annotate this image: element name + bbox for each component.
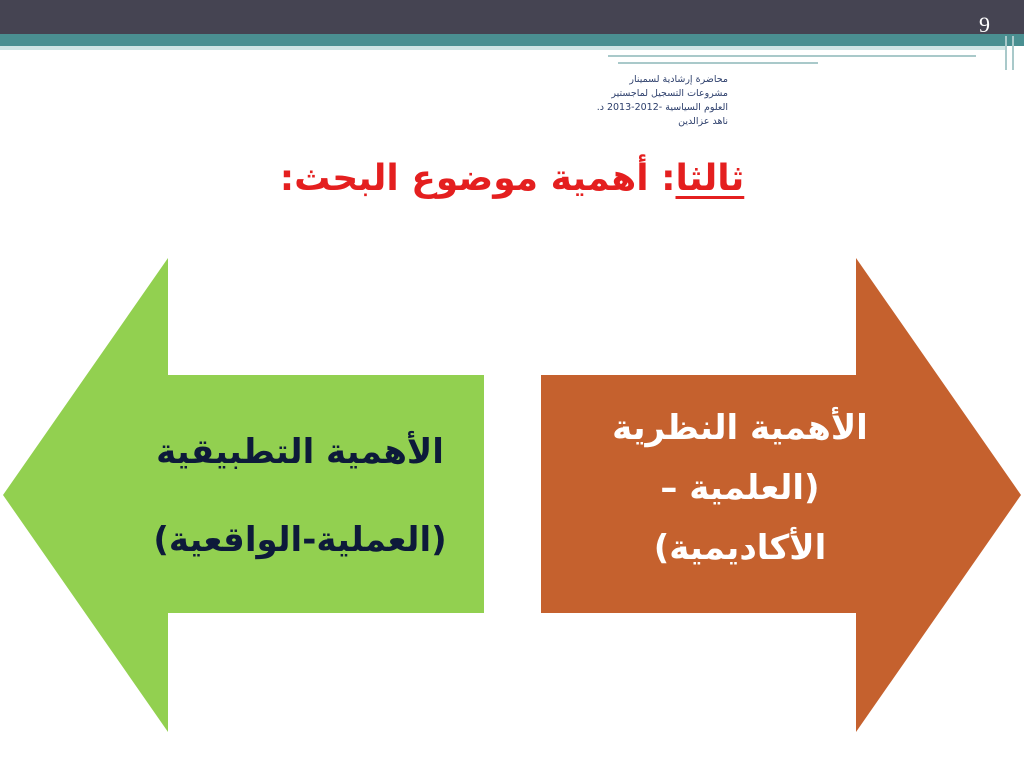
note-line: ناهد عزالدين: [678, 116, 728, 127]
note-line: العلوم السياسية -2012-2013 د.: [596, 102, 728, 113]
theoretical-importance-text: [560, 398, 920, 578]
arrow-text-line: الأهمية التطبيقية: [156, 432, 444, 472]
arrow-text-line: الأكاديمية): [653, 528, 827, 568]
arrow-text-line: الأهمية النظرية: [612, 408, 868, 448]
note-line: محاضرة إرشادية لسمينار: [629, 74, 728, 85]
note-line: مشروعات التسجيل لماجستير: [611, 88, 728, 99]
slide-number: 9: [979, 12, 990, 37]
applied-importance-text: [120, 408, 480, 584]
title-rest: : أهمية موضوع البحث:: [279, 158, 676, 199]
title-underlined: ثالثا: [675, 158, 745, 199]
arrow-text-line: (العملية-الواقعية): [153, 520, 447, 560]
arrow-text-line: (العلمية –: [660, 468, 820, 508]
